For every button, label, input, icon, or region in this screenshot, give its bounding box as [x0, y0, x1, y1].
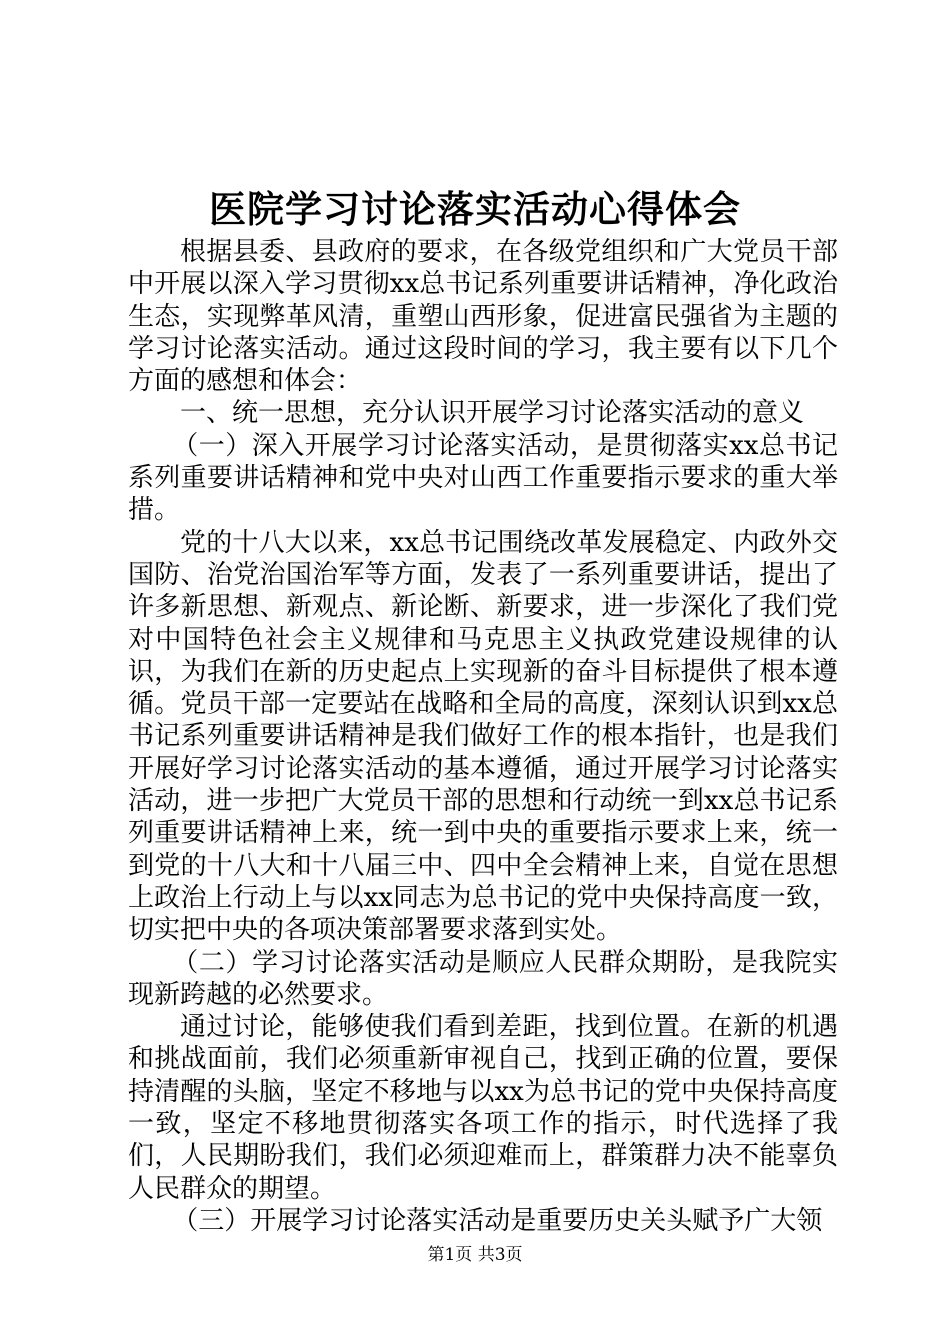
document-body [128, 236, 838, 1237]
section-heading-1: 一、统一思想，充分认识开展学习讨论落实活动的意义 [180, 398, 805, 429]
paragraph-body-2: 通过讨论，能够使我们看到差距，找到位置。在新的机遇和挑战面前，我们必须重新审视自己，找到正确的位置，要保持清醒的头脑，坚定不移地与以xx为总书记的党中央保持高度一致，坚定不移地贯彻落实各项工作的指示，时代选择了我们，人民期盼我们，我们必须迎难而上，群策群力决不能辜负人民群众的期望。 [128, 1012, 838, 1204]
document-title: 医院学习讨论落实活动心得体会 [209, 187, 741, 231]
subsection-heading-2: （二）学习讨论落实活动是顺应人民群众期盼，是我院实现新跨越的必然要求。 [128, 947, 838, 1010]
subsection-heading-3: （三）开展学习讨论落实活动是重要历史关头赋予广大领 [172, 1205, 823, 1236]
page-footer: 第1页 共3页 [427, 1245, 523, 1265]
subsection-heading-1: （一）深入开展学习讨论落实活动，是贯彻落实xx总书记系列重要讲话精神和党中央对山西工作重要指示要求的重大举措。 [128, 430, 838, 526]
paragraph-intro: 根据县委、县政府的要求，在各级党组织和广大党员干部中开展以深入学习贯彻xx总书记系列重要讲话精神，净化政治生态，实现弊革风清，重塑山西形象，促进富民强省为主题的学习讨论落实活动。通过这段时间的学习，我主要有以下几个方面的感想和体会： [128, 237, 838, 397]
paragraph-body-1: 党的十八大以来，xx总书记围绕改革发展稳定、内政外交国防、治党治国治军等方面，发表了一系列重要讲话，提出了许多新思想、新观点、新论断、新要求，进一步深化了我们党对中国特色社会主义规律和马克思主义执政党建设规律的认识，为我们在新的历史起点上实现新的奋斗目标提供了根本遵循。党员干部一定要站在战略和全局的高度，深刻认识到xx总书记系列重要讲话精神是我们做好工作的根本指针，也是我们开展好学习讨论落实活动的基本遵循，通过开展学习讨论落实活动，进一步把广大党员干部的思想和行动统一到xx总书记系列重要讲话精神上来，统一到中央的重要指示要求上来，统一到党的十八大和十八届三中、四中全会精神上来，自觉在思想上政治上行动上与以xx同志为总书记的党中央保持高度一致，切实把中央的各项决策部署要求落到实处。 [128, 527, 838, 946]
